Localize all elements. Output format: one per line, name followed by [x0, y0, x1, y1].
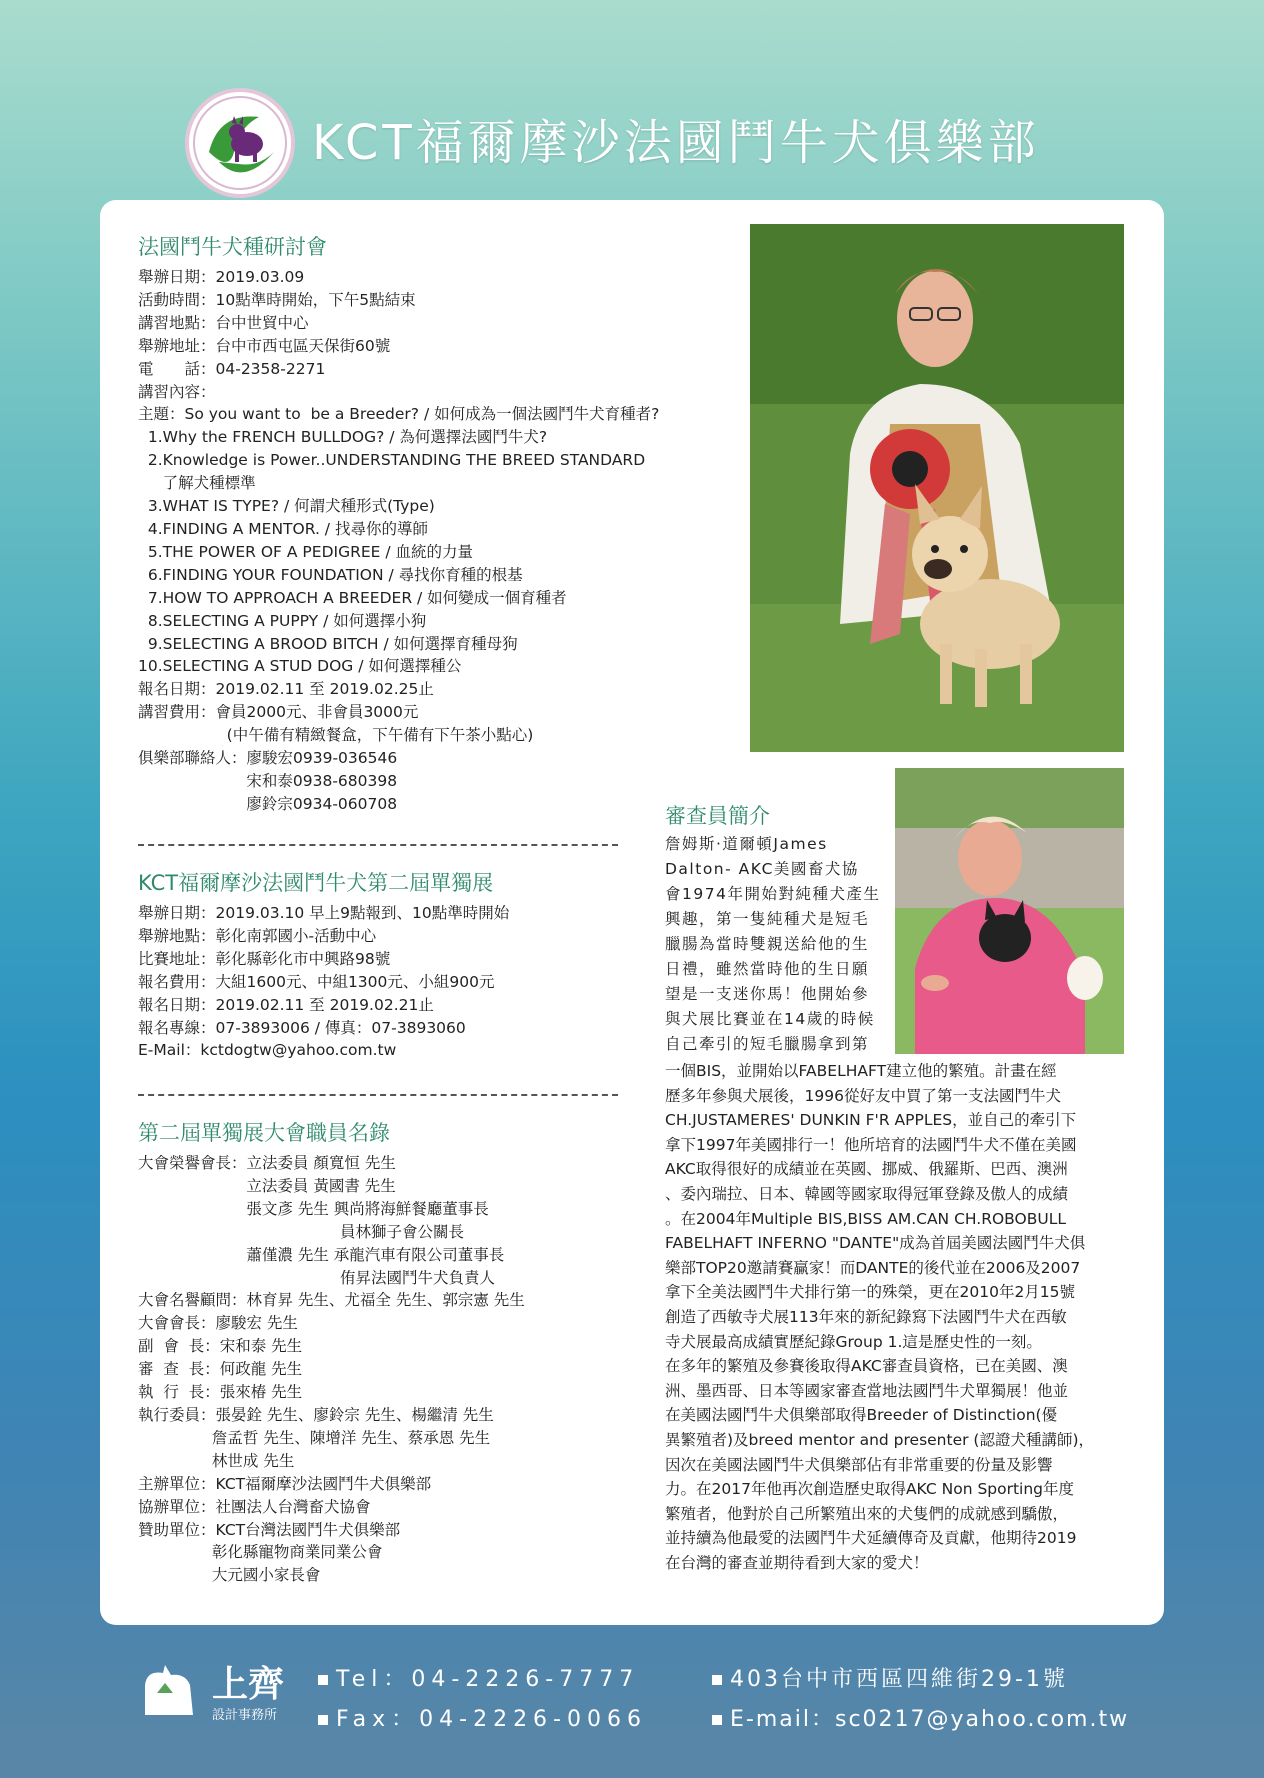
seminar-line: 講習內容： — [138, 382, 216, 401]
judge-bio-line: 在台灣的審查並期待看到大家的愛犬！ — [665, 1553, 929, 1572]
judge-bio-line: 洲、墨西哥、日本等國家審查當地法國鬥牛犬單獨展！他並 — [665, 1381, 1069, 1400]
judge-bio-line: 在美國法國鬥牛犬俱樂部取得Breeder of Distinction(優 — [665, 1406, 1058, 1425]
staff-line: 詹孟哲 先生、陳增洋 先生、蔡承恩 先生 — [138, 1428, 491, 1447]
show-line: 報名專線：07-3893006 / 傳真：07-3893060 — [138, 1018, 466, 1037]
club-title: KCT福爾摩沙法國鬥牛犬俱樂部 — [312, 115, 1040, 171]
seminar-line: 講習費用：會員2000元、非會員3000元 — [138, 703, 419, 722]
bullet-icon — [318, 1675, 328, 1685]
judge-photo-with-dog — [750, 224, 1124, 752]
show-lines — [138, 902, 678, 1062]
judge-bio-line: 。在2004年Multiple BIS,BISS AM.CAN CH.ROBOBULL — [665, 1209, 1066, 1228]
judge-bio-line: 拿下全美法國鬥牛犬排行第一的殊榮，更在2010年2月15號 — [665, 1283, 1076, 1302]
judge-bio-line: 歷多年參與犬展後，1996從好友中買了第一支法國鬥牛犬 — [665, 1086, 1061, 1105]
footer — [0, 1640, 1264, 1778]
footer-tel: Tel：04-2226-7777 — [318, 1662, 639, 1693]
staff-line: 協辦單位：社團法人台灣畜犬協會 — [138, 1497, 371, 1516]
show-heading: KCT福爾摩沙法國鬥牛犬第二屆單獨展 — [138, 871, 494, 895]
staff-line: 張文彥 先生 興尚將海鮮餐廳董事長 — [138, 1199, 489, 1218]
judge-bio-wide — [665, 1059, 1135, 1575]
staff-line: 大會會長：廖駿宏 先生 — [138, 1314, 298, 1333]
seminar-line: 活動時間：10點準時開始，下午5點結束 — [138, 290, 416, 309]
staff-line: 林世成 先生 — [138, 1451, 295, 1470]
seminar-line: 9.SELECTING A BROOD BITCH / 如何選擇育種母狗 — [138, 634, 518, 653]
judge-bio-line: 會1974年開始對純種犬產生 — [665, 885, 881, 903]
seminar-line: 2.Knowledge is Power..UNDERSTANDING THE BREED STANDARD — [138, 451, 646, 470]
staff-lines — [138, 1152, 678, 1587]
staff-line: 副 會 長：宋和泰 先生 — [138, 1337, 303, 1356]
staff-line: 彰化縣寵物商業同業公會 — [138, 1543, 383, 1562]
staff-line: 大元國小家長會 — [138, 1566, 321, 1585]
staff-line: 蕭僅濃 先生 承龍汽車有限公司董事長 — [138, 1245, 505, 1264]
seminar-line: 舉辦地址：台中市西屯區天保街60號 — [138, 336, 391, 355]
staff-line: 侑昇法國鬥牛犬負責人 — [138, 1268, 496, 1287]
judge-bio-line: 樂部TOP20邀請賽贏家！而DANTE的後代並在2006及2007 — [665, 1258, 1081, 1277]
seminar-line: 7.HOW TO APPROACH A BREEDER / 如何變成一個育種者 — [138, 588, 567, 607]
staff-section — [138, 1118, 678, 1587]
judge-bio-line: 繁殖者，他對於自己所繁殖出來的犬隻們的成就感到驕傲， — [665, 1504, 1069, 1523]
seminar-line: 5.THE POWER OF A PEDIGREE / 血統的力量 — [138, 542, 474, 561]
judge-bio-line: AKC取得很好的成績並在英國、挪威、俄羅斯、巴西、澳洲 — [665, 1160, 1068, 1179]
judge-bio-narrow — [665, 832, 887, 1057]
staff-line: 執 行 長：張來椿 先生 — [138, 1383, 303, 1402]
seminar-line: 3.WHAT IS TYPE? / 何謂犬種形式(Type) — [138, 497, 435, 516]
content-card — [100, 200, 1164, 1625]
seminar-section — [138, 232, 678, 816]
judge-bio-line: FABELHAFT INFERNO "DANTE"成為首屆美國法國鬥牛犬俱 — [665, 1234, 1086, 1253]
show-line: 比賽地址：彰化縣彰化市中興路98號 — [138, 949, 391, 968]
judge-bio-line: 、委內瑞拉、日本、韓國等國家取得冠軍登錄及傲人的成績 — [665, 1184, 1069, 1203]
judge-bio-line: 因次在美國法國鬥牛犬俱樂部佔有非常重要的份量及影響 — [665, 1455, 1053, 1474]
judge-bio-line: 自己牽引的短毛臘腸拿到第 — [665, 1035, 870, 1053]
show-line: 報名費用：大組1600元、中組1300元、小組900元 — [138, 972, 495, 991]
divider — [138, 844, 618, 846]
show-line: E-Mail：kctdogtw@yahoo.com.tw — [138, 1041, 397, 1060]
seminar-heading: 法國鬥牛犬種研討會 — [138, 235, 327, 259]
show-section — [138, 868, 678, 1062]
judge-bio-line: 創造了西敏寺犬展113年來的新紀錄寫下法國鬥牛犬在西敏 — [665, 1307, 1067, 1326]
seminar-line: 6.FINDING YOUR FOUNDATION / 尋找你育種的根基 — [138, 565, 523, 584]
staff-line: 執行委員：張晏銓 先生、廖鈴宗 先生、楊繼清 先生 — [138, 1405, 494, 1424]
judge-bio-line: 寺犬展最高成績實歷紀錄Group 1.這是歷史性的一刻。 — [665, 1332, 1042, 1351]
judge-bio-line: 興趣，第一隻純種犬是短毛 — [665, 910, 870, 928]
studio-subtitle: 設計事務所 — [212, 1708, 278, 1723]
staff-line: 立法委員 黃國書 先生 — [138, 1176, 396, 1195]
seminar-line: 宋和泰0938-680398 — [138, 771, 398, 790]
judge-bio-line: CH.JUSTAMERES' DUNKIN F'R APPLES，並自己的牽引下 — [665, 1111, 1077, 1130]
seminar-line: 報名日期：2019.02.11 至 2019.02.25止 — [138, 680, 434, 699]
judge-bio-line: 並持續為他最愛的法國鬥牛犬延續傳奇及貢獻，他期待2019 — [665, 1529, 1077, 1548]
judge-heading: 審查員簡介 — [665, 804, 770, 828]
staff-line: 主辦單位：KCT福爾摩沙法國鬥牛犬俱樂部 — [138, 1474, 432, 1493]
judge-bio-line: Dalton- AKC美國畜犬協 — [665, 860, 859, 878]
judge-bio-line: 一個BIS，並開始以FABELHAFT建立他的繁殖。計畫在經 — [665, 1062, 1057, 1080]
seminar-lines — [138, 266, 678, 816]
seminar-line: 1.Why the FRENCH BULLDOG? / 為何選擇法國鬥牛犬? — [138, 428, 548, 447]
judge-photo-with-puppy — [895, 768, 1124, 1054]
staff-heading: 第二屆單獨展大會職員名錄 — [138, 1121, 390, 1145]
staff-line: 審 查 長：何政龍 先生 — [138, 1360, 303, 1379]
divider — [138, 1094, 618, 1096]
staff-line: 贊助單位：KCT台灣法國鬥牛犬俱樂部 — [138, 1520, 401, 1539]
judge-bio-line: 與犬展比賽並在14歲的時候 — [665, 1010, 875, 1028]
seminar-line: 俱樂部聯絡人：廖駿宏0939-036546 — [138, 749, 398, 768]
staff-line: 大會名譽顧問：林育昇 先生、尤福全 先生、郭宗憲 先生 — [138, 1291, 525, 1310]
seminar-line: 8.SELECTING A PUPPY / 如何選擇小狗 — [138, 611, 427, 630]
seminar-line: 10.SELECTING A STUD DOG / 如何選擇種公 — [138, 657, 462, 676]
judge-bio-line: 異繁殖者)及breed mentor and presenter (認證犬種講師)， — [665, 1430, 1095, 1449]
seminar-line: 主題：So you want to be a Breeder? / 如何成為一個法國鬥牛犬育種者? — [138, 405, 660, 424]
judge-bio-line: 在多年的繁殖及參賽後取得AKC審查員資格，已在美國、澳 — [665, 1357, 1068, 1376]
judge-bio-line: 日禮，雖然當時他的生日願 — [665, 960, 870, 978]
studio-name: 上齊 — [212, 1663, 285, 1705]
seminar-line: 了解犬種標準 — [138, 474, 256, 493]
judge-bio-line: 臘腸為當時雙親送給他的生 — [665, 935, 870, 953]
staff-line: 大會榮譽會長：立法委員 顏寬恒 先生 — [138, 1154, 396, 1172]
judge-bio-line: 力。在2017年他再次創造歷史取得AKC Non Sporting年度 — [665, 1480, 1075, 1499]
seminar-line: 電 話：04-2358-2271 — [138, 359, 326, 378]
footer-email[interactable]: E-mail：sc0217@yahoo.com.tw — [712, 1702, 1129, 1733]
bullet-icon — [712, 1715, 722, 1725]
judge-bio-line: 詹姆斯‧道爾頓James — [665, 835, 828, 853]
show-line: 報名日期：2019.02.11 至 2019.02.21止 — [138, 995, 434, 1014]
seminar-line: 廖鈴宗0934-060708 — [138, 794, 398, 813]
judge-bio-line: 拿下1997年美國排行一！他所培育的法國鬥牛犬不僅在美國 — [665, 1135, 1077, 1154]
seminar-line: (中午備有精緻餐盒，下午備有下午茶小點心) — [138, 726, 534, 745]
footer-fax: Fax：04-2226-0066 — [318, 1702, 647, 1733]
footer-address: 403台中市西區四維街29-1號 — [712, 1662, 1068, 1693]
seminar-line: 講習地點：台中世貿中心 — [138, 313, 309, 332]
bullet-icon — [712, 1675, 722, 1685]
bullet-icon — [318, 1715, 328, 1725]
show-line: 舉辦日期：2019.03.10 早上9點報到、10點準時開始 — [138, 904, 510, 922]
judge-bio-line: 望是一支迷你馬！他開始參 — [665, 985, 870, 1003]
club-logo — [185, 88, 295, 198]
seminar-line: 4.FINDING A MENTOR. / 找尋你的導師 — [138, 519, 428, 538]
seminar-line: 舉辦日期：2019.03.09 — [138, 268, 305, 286]
show-line: 舉辦地點：彰化南郭國小-活動中心 — [138, 926, 377, 945]
staff-line: 員林獅子會公關長 — [138, 1222, 465, 1241]
